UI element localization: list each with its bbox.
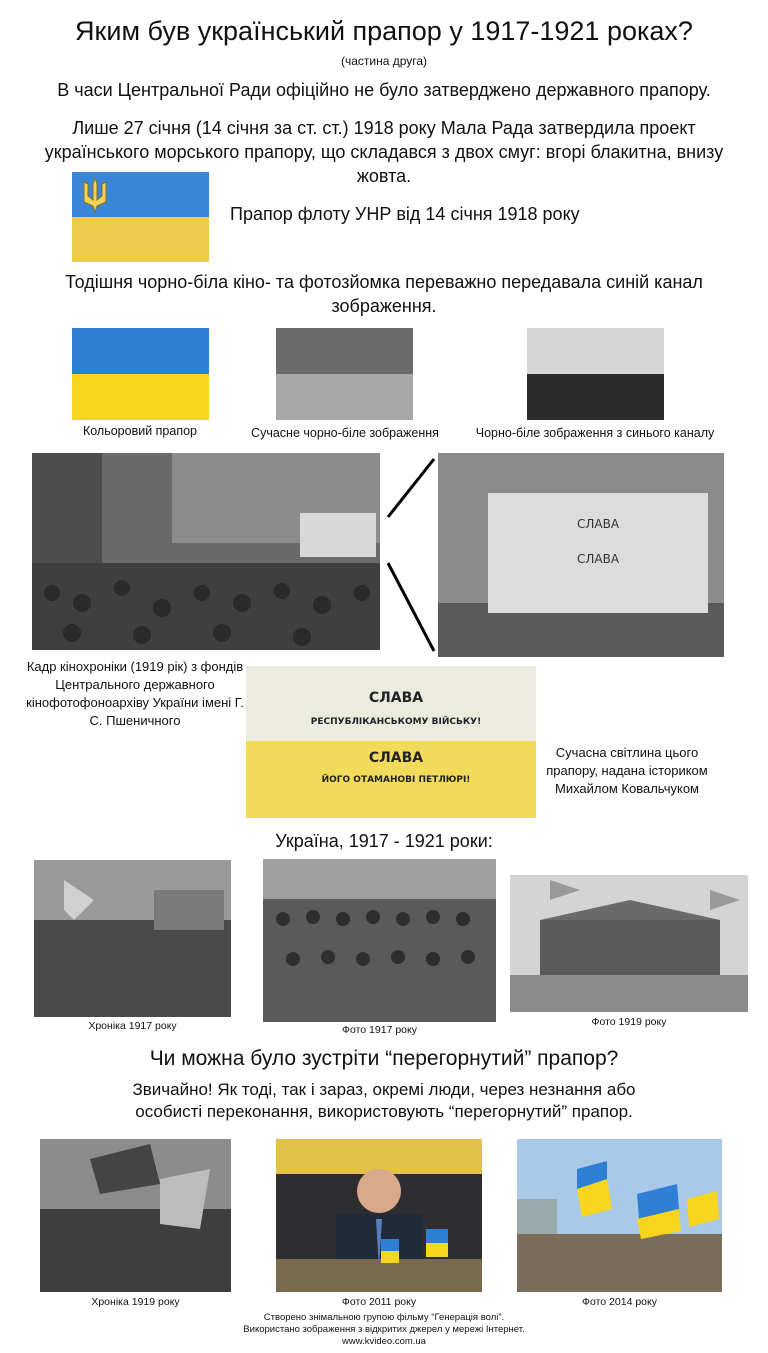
newsreel-frame-image [32, 453, 380, 650]
photo-2014-caption: Фото 2014 року [582, 1296, 657, 1308]
page-title: Яким був український прапор у 1917-1921 роках? [75, 16, 693, 46]
color-flag-image [72, 328, 209, 420]
banner-line-3: СЛАВА [368, 750, 424, 766]
photo-2011 [276, 1139, 482, 1292]
trident-icon [80, 176, 110, 214]
modern-banner-photo [246, 666, 536, 818]
color-flag-caption: Кольоровий прапор [82, 424, 198, 438]
blue-channel-flag-image [527, 328, 664, 420]
photo-1917-caption: Фото 1917 року [342, 1024, 417, 1036]
footer-line-1: Створено знімальною групою фільму “Генерація волі”. [263, 1312, 505, 1323]
newsreel-caption: Кадр кінохроніки (1919 рік) з фондів Центрального державного кінофотофоноархіву України імені Г. С. Пшеничного [26, 659, 244, 728]
page-subtitle: (частина друга) [340, 54, 428, 68]
chronicle-1917-photo [34, 860, 231, 1017]
zoom-banner-text-1: СЛАВА [576, 517, 620, 531]
photo-2014 [517, 1139, 722, 1292]
footer-line-2: Використано зображення з відкритих джерел у мережі Інтернет. [243, 1324, 525, 1335]
zoom-banner-text-2: СЛАВА [576, 552, 620, 566]
channel-text: Тодішня чорно-біла кіно- та фотозйомка переважно передавала синій канал зображення. [65, 272, 703, 316]
chronicle-1917-caption: Хроніка 1917 року [88, 1020, 177, 1032]
photo-1919 [510, 875, 748, 1012]
blue-channel-flag-caption: Чорно-біле зображення з синього каналу [475, 426, 715, 440]
modern-photo-caption: Сучасна світлина цього прапору, надана істориком Михайлом Ковальчуком [546, 745, 708, 796]
newsreel-zoom-image [438, 453, 724, 657]
banner-line-4: ЙОГО ОТАМАНОВІ ПЕТЛЮРІ! [321, 775, 471, 785]
footer-website-link[interactable]: www.kvideo.com.ua [342, 1336, 426, 1347]
photo-2011-caption: Фото 2011 року [341, 1296, 417, 1308]
chronicle-1919-caption: Хроніка 1919 року [91, 1296, 180, 1308]
navy-flag-caption: Прапор флоту УНР від 14 січня 1918 року [230, 204, 580, 224]
photo-1917 [263, 859, 496, 1022]
zoom-connector-lines [384, 455, 436, 655]
inverted-text: Звичайно! Як тоді, так і зараз, окремі люди, через незнання або особисті переконання, використовують “перегорнутий” прапор. [132, 1080, 636, 1121]
inverted-heading: Чи можна було зустріти “перегорнутий” прапор? [149, 1047, 619, 1070]
intro-line-1: В часи Центральної Ради офіційно не було затверджено державного прапору. [57, 80, 711, 100]
grayscale-flag-image [276, 328, 413, 420]
navy-flag-image [72, 172, 209, 262]
banner-line-2: РЕСПУБЛІКАНСЬКОМУ ВІЙСЬКУ! [310, 717, 482, 727]
chronicle-1919-photo [40, 1139, 231, 1292]
banner-line-1: СЛАВА [368, 690, 424, 706]
grayscale-flag-caption: Сучасне чорно-біле зображення [251, 426, 439, 440]
intro-line-2: Лише 27 січня (14 січня за ст. ст.) 1918 року Мала Рада затвердила проект українського морського прапору, що складався з двох смуг: вгорі блакитна, внизу жовта. [44, 118, 724, 186]
ukraine-heading: Україна, 1917 - 1921 роки: [275, 831, 493, 851]
photo-1919-caption: Фото 1919 року [591, 1016, 667, 1028]
